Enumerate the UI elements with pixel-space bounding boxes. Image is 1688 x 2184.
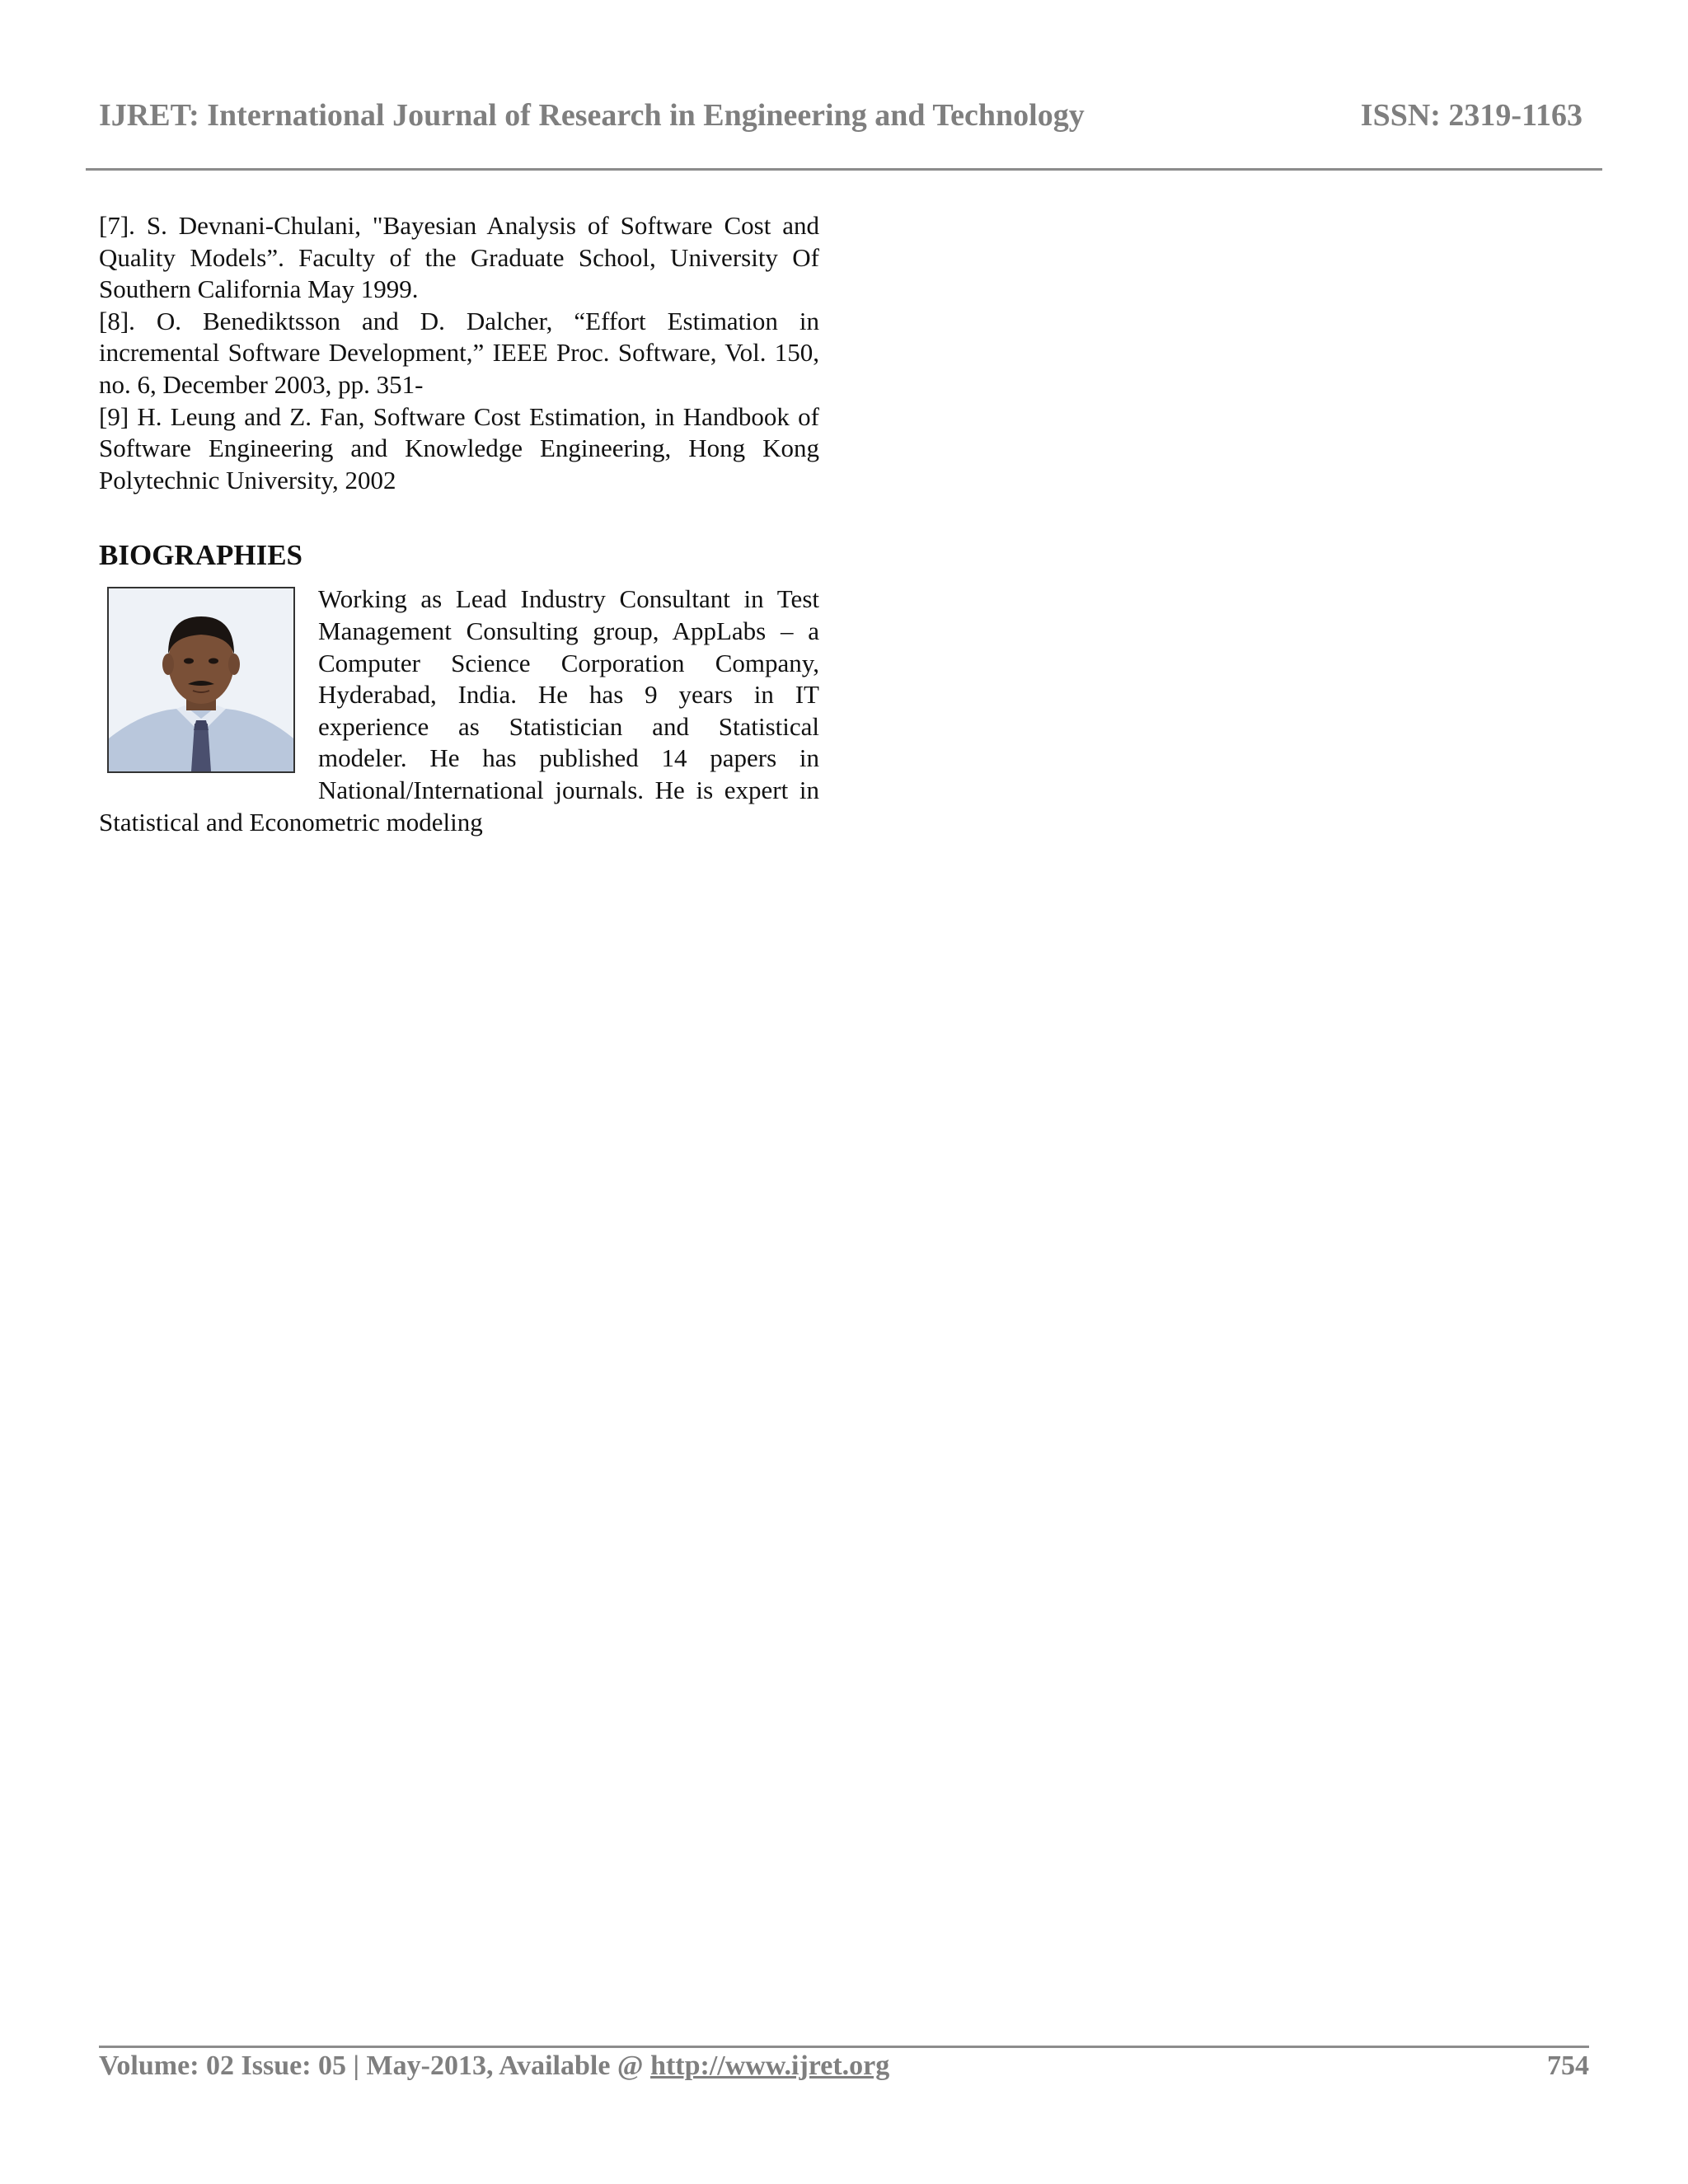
page-footer — [99, 2050, 1589, 2092]
issn: ISSN: 2319-1163 — [1360, 98, 1582, 133]
page-number: 754 — [1547, 2050, 1589, 2081]
biography-text: Working as Lead Industry Consultant in Test Management Consulting group, AppLabs – a Computer Science Corporation Company, Hyderabad, India. He has 9 years in IT experience as Statistician and Statistical modeler. He has published 14 papers in National/International journals. He is expert in Statistical and Econometric modeling — [99, 584, 819, 837]
header-divider — [86, 168, 1602, 171]
footer-prefix: Volume: 02 Issue: 05 | May-2013, Available @ — [99, 2050, 651, 2081]
journal-website-link[interactable]: http://www.ijret.org — [650, 2050, 890, 2081]
author-portrait-image — [109, 588, 293, 771]
reference-item: [7]. S. Devnani-Chulani, "Bayesian Analysis of Software Cost and Quality Models”. Faculty of the Graduate School, University Of Southern California May 1999. — [99, 211, 819, 304]
reference-item: [8]. O. Benediktsson and D. Dalcher, “Effort Estimation in incremental Software Development,” IEEE Proc. Software, Vol. 150, no. 6, December 2003, pp. 351- — [99, 306, 819, 399]
reference-list — [99, 210, 819, 496]
biographies-heading: BIOGRAPHIES — [99, 539, 302, 572]
footer-divider — [99, 2046, 1589, 2048]
reference-item: [9] H. Leung and Z. Fan, Software Cost Estimation, in Handbook of Software Engineering and Knowledge Engineering, Hong Kong Polytechnic University, 2002 — [99, 401, 819, 494]
left-column — [99, 210, 819, 838]
biography — [99, 583, 819, 838]
journal-title: IJRET: International Journal of Research in Engineering and Technology — [99, 98, 1085, 133]
author-photo — [107, 587, 295, 773]
page-header — [99, 97, 1582, 147]
footer-citation — [99, 2050, 889, 2082]
